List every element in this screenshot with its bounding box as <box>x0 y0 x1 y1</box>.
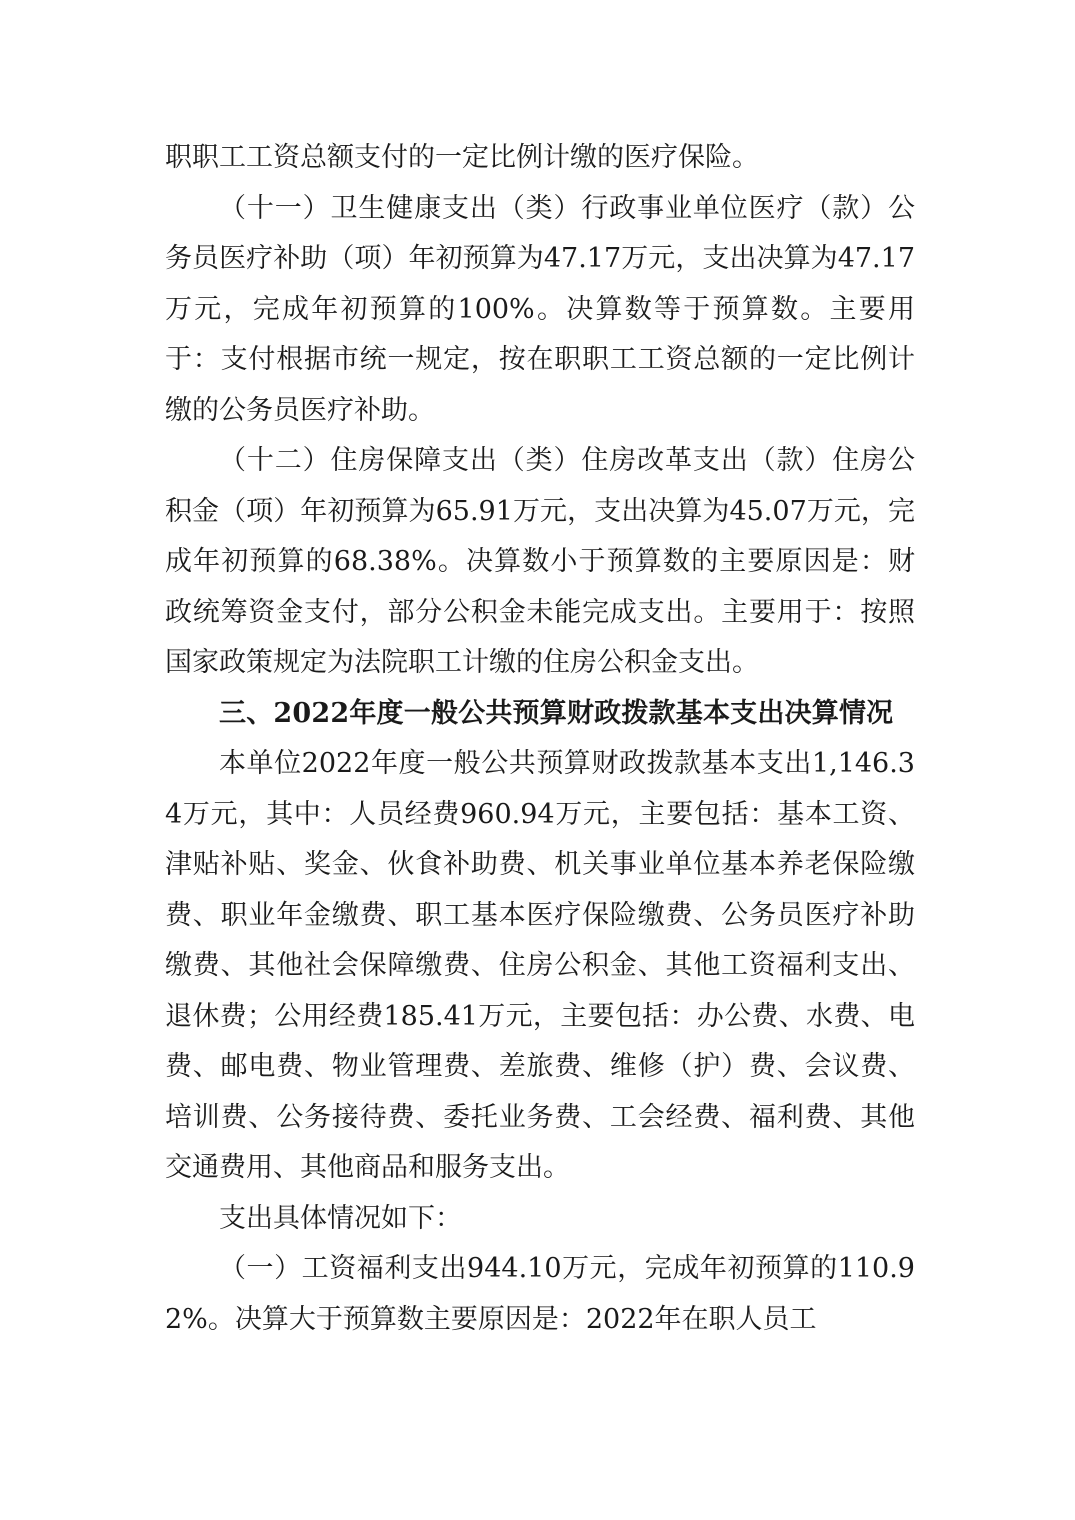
document-body <box>165 133 915 1345</box>
paragraph-housing-provident-fund: （十二）住房保障支出（类）住房改革支出（款）住房公积金（项）年初预算为65.91万元，支出决算为45.07万元，完成年初预算的68.38%。决算数小于预算数的主要原因是：财政统筹资金支付，部分公积金未能完成支出。主要用于：按照国家政策规定为法院职工计缴的住房公积金支出。 <box>165 445 915 678</box>
paragraph-expenditure-details-intro: 支出具体情况如下： <box>219 1202 462 1234</box>
paragraph-medical-insurance-continuation: 职职工工资总额支付的一定比例计缴的医疗保险。 <box>165 142 759 173</box>
paragraph-wage-welfare-expenditure: （一）工资福利支出944.10万元，完成年初预算的110.92%。决算大于预算数主要原因是：2022年在职人员工 <box>165 1253 915 1335</box>
paragraph-basic-expenditure-summary: 本单位2022年度一般公共预算财政拨款基本支出1,146.34万元，其中：人员经费960.94万元，主要包括：基本工资、津贴补贴、奖金、伙食补助费、机关事业单位基本养老保险缴费、职业年金缴费、职工基本医疗保险缴费、公务员医疗补助缴费、其他社会保障缴费、住房公积金、其他工资福利支出、退休费；公用经费185.41万元，主要包括：办公费、水费、电费、邮电费、物业管理费、差旅费、维修（护）费、会议费、培训费、公务接待费、委托业务费、工会经费、福利费、其他交通费用、其他商品和服务支出。 <box>165 748 915 1183</box>
section-heading-basic-expenditure: 三、2022年度一般公共预算财政拨款基本支出决算情况 <box>219 697 894 729</box>
paragraph-civil-servant-medical-subsidy: （十一）卫生健康支出（类）行政事业单位医疗（款）公务员医疗补助（项）年初预算为47.17万元，支出决算为47.17万元，完成年初预算的100%。决算数等于预算数。主要用于：支付根据市统一规定，按在职职工工资总额的一定比例计缴的公务员医疗补助。 <box>165 192 915 426</box>
